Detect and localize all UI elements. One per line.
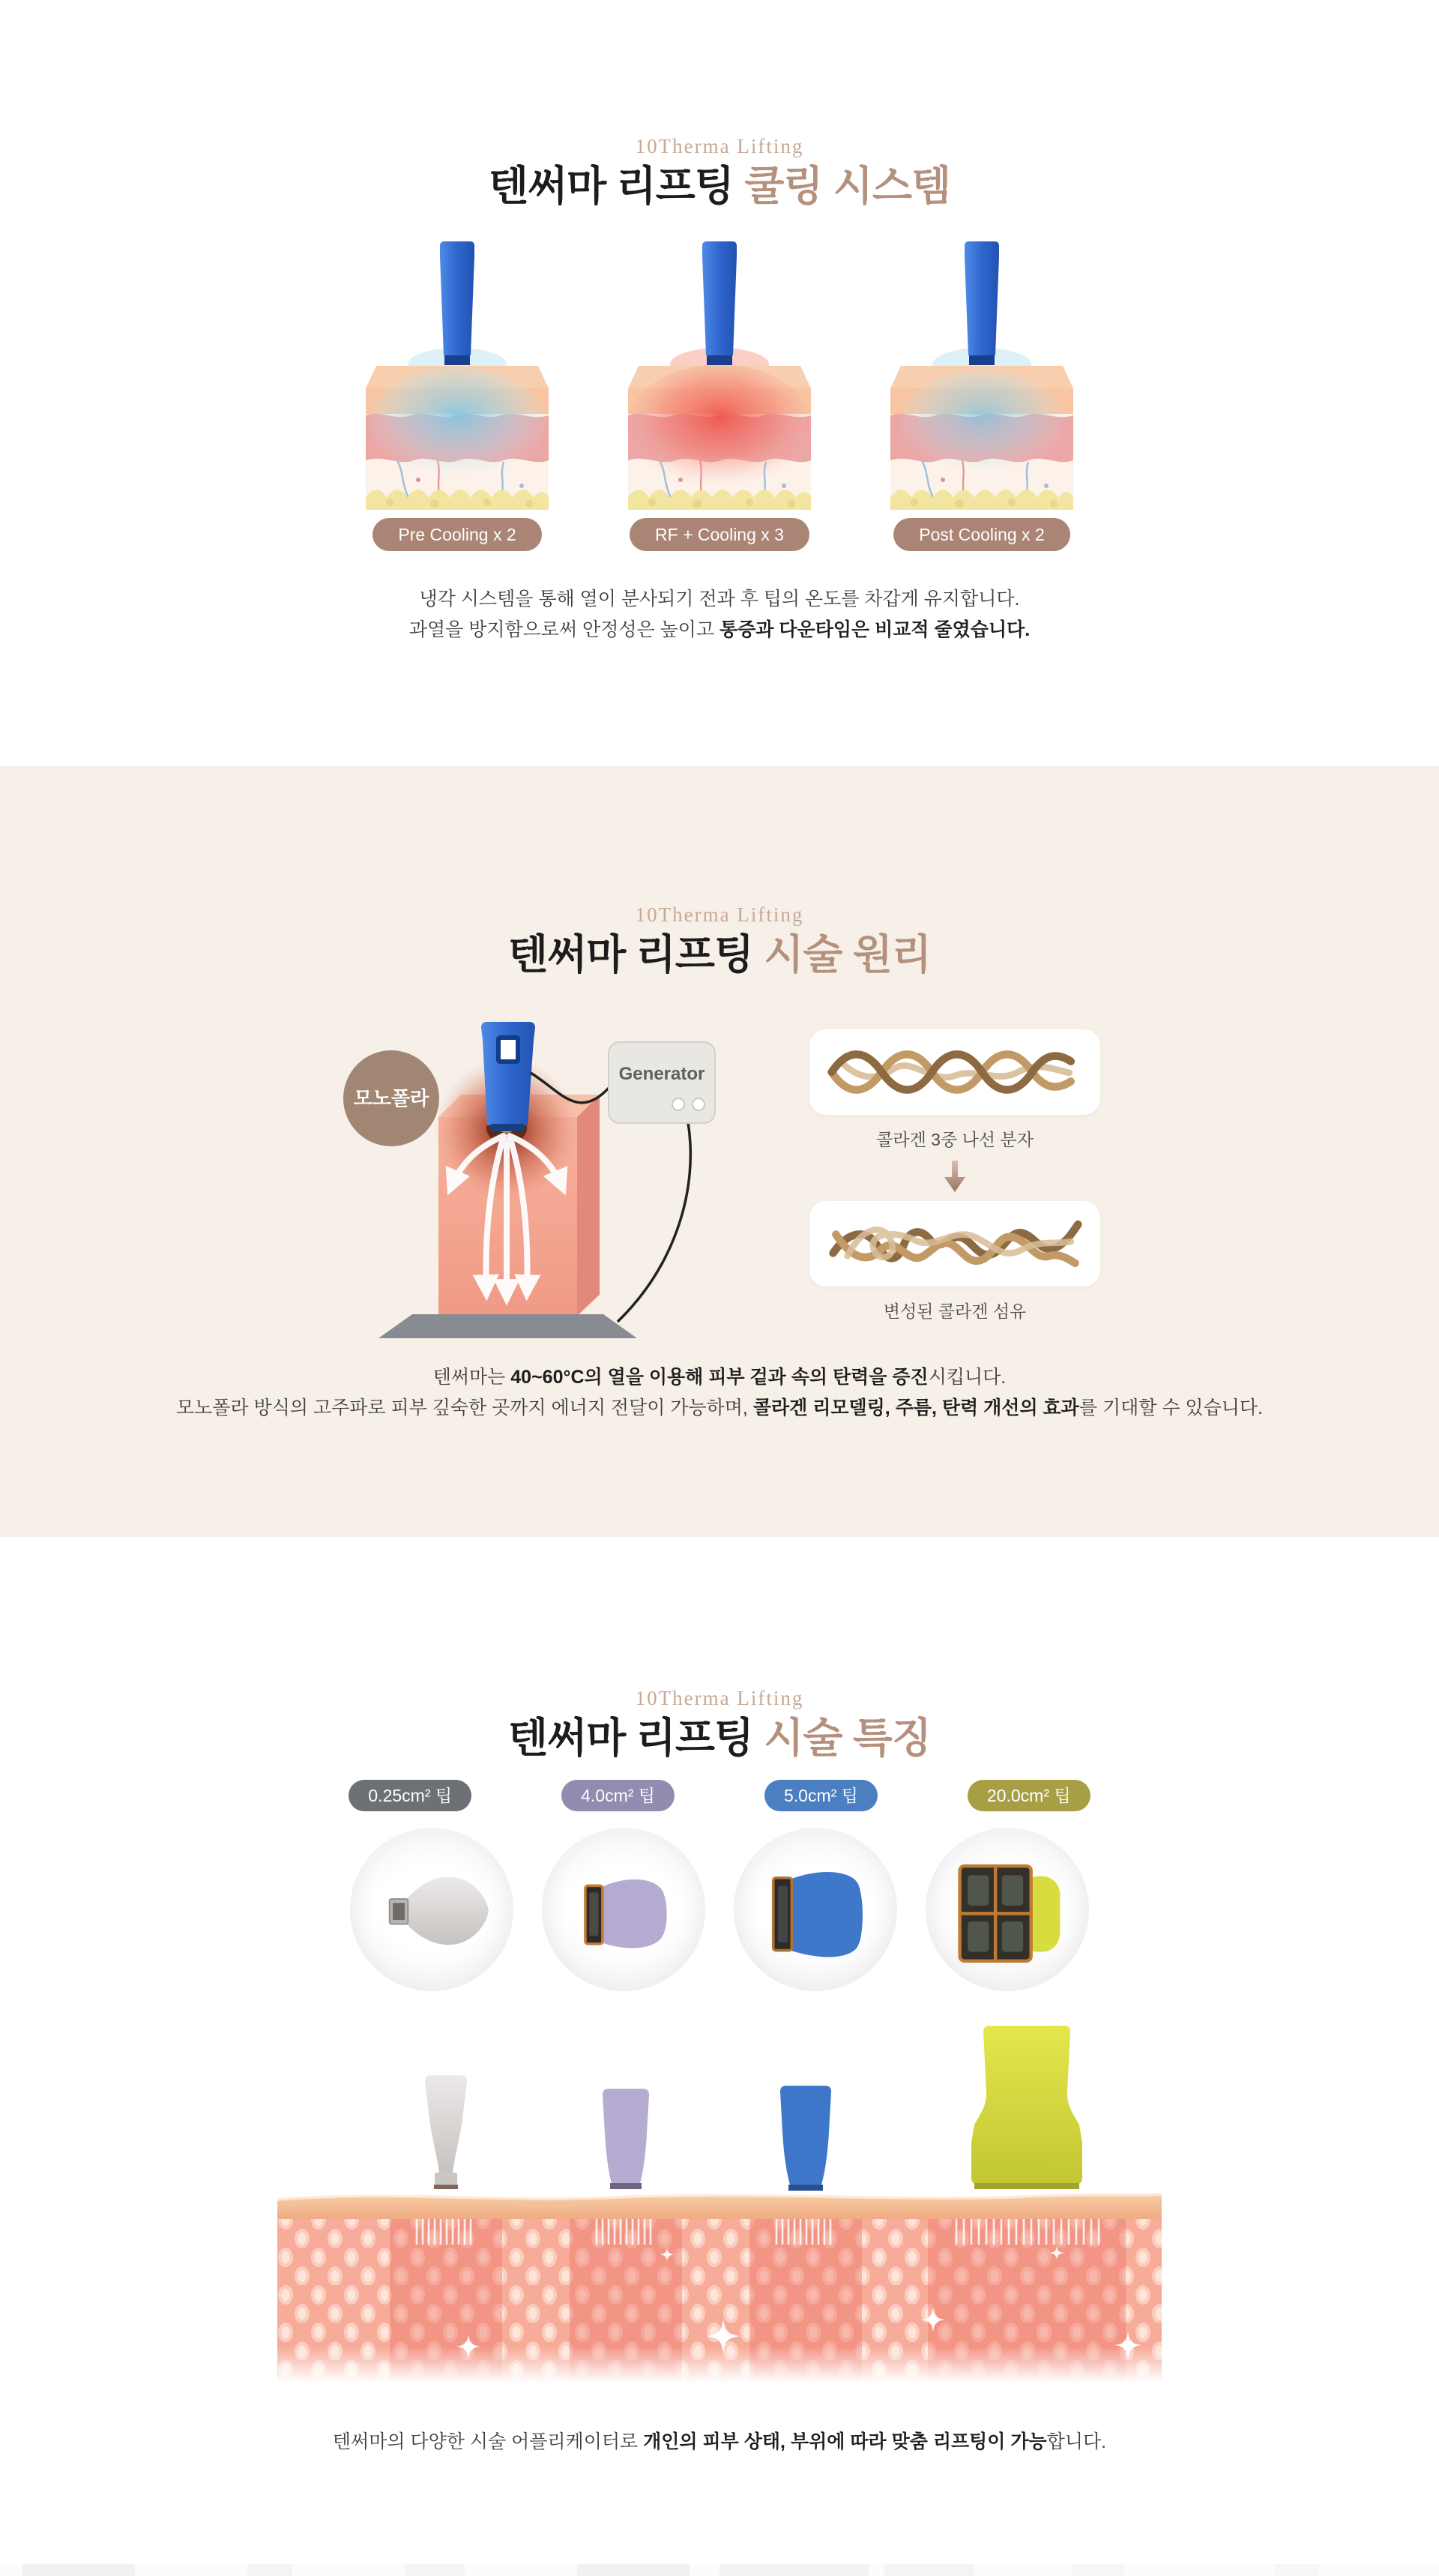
tip-40-standing-icon (603, 2089, 649, 2189)
section-title (0, 1714, 1439, 1762)
section-eyebrow: 10Therma Lifting (635, 135, 804, 157)
tip-photo-200 (926, 1828, 1089, 1991)
features-caption-suffix: 합니다. (1046, 2431, 1107, 2452)
section-title (0, 930, 1439, 978)
section-title-black: 텐써마 리프팅 (488, 163, 745, 209)
cooling-steps-row (0, 238, 1439, 551)
principle-desc-line2-bold: 콜라겐 리모델링, 주름, 탄력 개선의 효과 (752, 1397, 1079, 1418)
preview-blob (577, 2564, 690, 2576)
skin-penetration-illustration (277, 2023, 1162, 2383)
handpiece-icon (440, 241, 474, 355)
section-cooling-system (0, 0, 1439, 766)
down-arrow-icon (944, 1161, 966, 1192)
preview-blob (22, 2564, 135, 2576)
principle-desc-line1-bold: 40~60°C의 열을 이용해 피부 겉과 속의 탄력을 증진 (510, 1367, 929, 1388)
collagen-column (808, 1001, 1102, 1338)
collagen-helix-caption: 콜라겐 3중 나선 분자 (876, 1130, 1034, 1149)
cooling-desc-line2: 과열을 방지함으로써 안정성은 높이고 (408, 619, 720, 640)
section-title-accent: 시술 특징 (764, 1715, 932, 1761)
tip-size-pill-row (0, 1780, 1439, 1811)
cooling-step-label: RF + Cooling x 3 (630, 518, 809, 551)
generator-label: Generator (618, 1064, 705, 1084)
cooling-desc-line2-bold: 통증과 다운타임은 비교적 줄였습니다. (720, 619, 1031, 640)
next-section-preview-strip (0, 2564, 1439, 2576)
principle-desc-line1: 텐써마는 (432, 1367, 511, 1388)
cooling-step-rf (607, 238, 832, 551)
section-title-black: 텐써마 리프팅 (507, 1715, 764, 1761)
features-caption (0, 2431, 1439, 2453)
features-caption-prefix: 텐써마의 다양한 시술 어플리케이터로 (332, 2431, 644, 2452)
monopolar-badge-label: 모노폴라 (353, 1087, 429, 1110)
tip-photo-row (0, 1828, 1439, 1991)
principle-desc-line2-suffix: 를 기대할 수 있습니다. (1079, 1397, 1263, 1418)
features-caption-bold: 개인의 피부 상태, 부위에 따라 맞춤 리프팅이 가능 (643, 2431, 1047, 2452)
preview-blob (884, 2564, 974, 2576)
tip-025-icon (366, 1844, 498, 1975)
handpiece-icon (702, 241, 737, 355)
tip-photo-025 (350, 1828, 513, 1991)
cooling-step-label: Pre Cooling x 2 (372, 518, 541, 551)
section-title-accent: 쿨링 시스템 (744, 163, 951, 209)
handpiece-icon (965, 241, 999, 355)
tip-size-label: 5.0cm² 팁 (764, 1780, 878, 1811)
cooling-description (0, 584, 1439, 645)
section-treatment-principle (0, 766, 1439, 1537)
tip-40-icon (558, 1844, 690, 1975)
section-eyebrow: 10Therma Lifting (635, 903, 804, 926)
tip-size-label: 0.25cm² 팁 (349, 1780, 471, 1811)
tip-size-label: 4.0cm² 팁 (561, 1780, 675, 1811)
principle-description (0, 1362, 1439, 1424)
tip-50-standing-icon (780, 2086, 831, 2191)
cooling-step-pre (345, 238, 570, 551)
cooling-desc-line1: 냉각 시스템을 통해 열이 분사되기 전과 후 팁의 온도를 차갑게 유지합니다. (419, 589, 1020, 610)
collagen-denatured-card (809, 1201, 1100, 1287)
tip-50-icon (749, 1844, 881, 1975)
skin-precooling-diagram (345, 238, 570, 512)
preview-blob (247, 2564, 292, 2576)
preview-blob (720, 2564, 869, 2576)
cooling-step-post (869, 238, 1094, 551)
principle-desc-line1-suffix: 시킵니다. (928, 1367, 1007, 1388)
principle-desc-line2: 모노폴라 방식의 고주파로 피부 깊숙한 곳까지 에너지 전달이 가능하며, (176, 1397, 753, 1418)
preview-blob (405, 2564, 465, 2576)
section-title (0, 162, 1439, 210)
section-eyebrow: 10Therma Lifting (635, 1687, 804, 1709)
section-title-black: 텐써마 리프팅 (507, 931, 764, 978)
skin-rf-cooling-diagram (607, 238, 832, 512)
collagen-denatured-icon (824, 1212, 1086, 1276)
collagen-triple-helix-icon (824, 1040, 1086, 1104)
cooling-step-label: Post Cooling x 2 (893, 518, 1070, 551)
tip-200-icon (941, 1844, 1073, 1975)
tip-photo-40 (542, 1828, 705, 1991)
tip-size-label: 20.0cm² 팁 (968, 1780, 1090, 1811)
collagen-denatured-caption: 변성된 콜라겐 섬유 (883, 1301, 1027, 1321)
section-title-accent: 시술 원리 (764, 931, 932, 978)
preview-blob (1274, 2564, 1319, 2576)
tip-photo-50 (734, 1828, 897, 1991)
collagen-helix-card (809, 1029, 1100, 1115)
monopolar-rf-diagram (337, 1001, 757, 1338)
skin-postcooling-diagram (869, 238, 1094, 512)
tip-200-standing-icon (971, 2026, 1082, 2189)
tip-025-standing-icon (425, 2075, 467, 2189)
preview-blob (1072, 2564, 1124, 2576)
section-treatment-features (0, 1537, 1439, 2564)
principle-figure-row (0, 1001, 1439, 1338)
